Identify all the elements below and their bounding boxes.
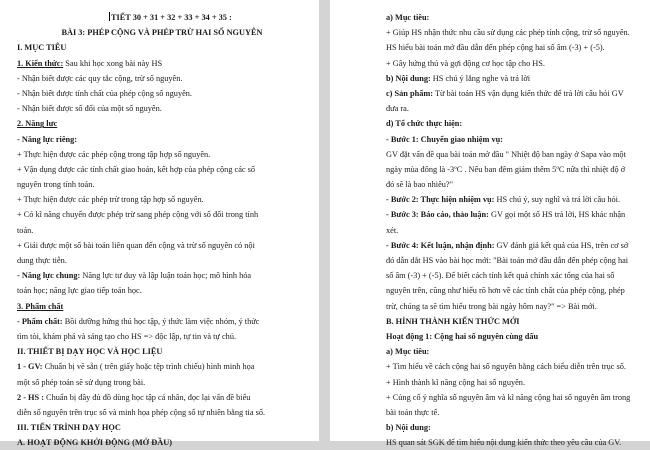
line-text: + Gây hứng thú và gợi động cơ học tập cho HS. [386, 58, 545, 68]
line-text: A. HOẠT ĐỘNG KHỞI ĐỘNG (MỞ ĐẦU) [17, 438, 172, 448]
lesson-period-heading: TIẾT 30 + 31 + 32 + 33 + 34 + 35 : [111, 13, 232, 22]
line-text: - Nhận biết được số đối của một số nguyên. [17, 104, 162, 114]
text-line [17, 101, 307, 116]
text-line [17, 314, 307, 329]
text-line [386, 132, 638, 147]
text-line [386, 359, 638, 374]
text-line [386, 192, 638, 207]
line-text: a) Mục tiêu: [386, 13, 430, 22]
document-page-left [0, 0, 319, 448]
line-text: toán. [17, 225, 34, 235]
right-page-body [386, 10, 638, 450]
text-line [17, 344, 307, 359]
line-text: đưa ra. [386, 104, 409, 114]
text-line [17, 116, 307, 131]
text-line [386, 435, 638, 450]
line-lead: - Năng lực chung: [17, 271, 81, 281]
line-text: 2. Năng lực [17, 119, 58, 129]
text-line [386, 283, 638, 298]
left-page-body [17, 40, 307, 450]
line-text: - Năng lực riêng: [17, 134, 78, 144]
text-line [386, 223, 638, 238]
line-text: bài toán thực tế. [386, 407, 440, 417]
line-rest: Sau khi học xong bài này HS [63, 58, 163, 68]
text-line [17, 192, 307, 207]
text-line [17, 86, 307, 101]
text-line [17, 132, 307, 147]
line-text: - Nhận biết được các quy tắc cộng, trừ số nguyên. [17, 73, 183, 83]
line-lead: - Bước 3: Báo cáo, thảo luận: [386, 210, 489, 220]
text-line [386, 101, 638, 116]
text-line [17, 253, 307, 268]
line-text: - Bước 1: Chuyển giao nhiệm vụ: [386, 134, 503, 144]
line-text: HS hiểu bài toán mở đầu dẫn đến phép cộng hai số âm (-3) + (-5). [386, 43, 605, 53]
line-rest: HS chú ý, suy nghĩ và trả lời câu hỏi. [494, 195, 621, 205]
line-text: 3. Phẩm chất [17, 301, 64, 311]
text-line [17, 390, 307, 405]
line-lead: - Bước 4: Kết luận, nhận định: [386, 240, 495, 250]
text-line [17, 40, 307, 55]
text-line [17, 238, 307, 253]
text-line [17, 420, 307, 435]
text-line [386, 299, 638, 314]
text-line [17, 56, 307, 71]
line-lead: - Phẩm chất: [17, 316, 63, 326]
line-rest: HS chú ý lắng nghe và trả lời [430, 73, 531, 83]
line-text: + Hình thành kĩ năng cộng hai số nguyên. [386, 377, 526, 387]
line-lead: b) Nội dung: [386, 73, 431, 83]
line-text: dung thực tiễn. [17, 256, 67, 265]
line-rest: Từ bài toán HS vận dụng kiến thức để trả lời câu hỏi GV [433, 88, 624, 98]
line-lead: 1. Kiến thức: [17, 58, 64, 68]
line-text: B. HÌNH THÀNH KIẾN THỨC MỚI [386, 316, 520, 326]
line-text: d) Tổ chức thực hiện: [386, 119, 463, 129]
text-line [17, 375, 307, 390]
text-line [17, 207, 307, 222]
text-line [386, 25, 638, 40]
text-line [17, 283, 307, 298]
line-rest: GV đánh giá kết quả của HS, trên cơ sở [494, 240, 629, 250]
lesson-title: BÀI 3: PHÉP CỘNG VÀ PHÉP TRỪ HAI SỐ NGUYÊN [61, 28, 263, 38]
text-line [386, 162, 638, 177]
text-line [17, 435, 307, 450]
text-line [17, 359, 307, 374]
line-text: HS quan sát SGK để tìm hiểu nội dung kiến thức theo yêu cầu của GV. [386, 438, 622, 448]
text-line [17, 162, 307, 177]
document-page-right [330, 0, 650, 448]
line-text: II. THIẾT BỊ DẠY HỌC VÀ HỌC LIỆU [17, 347, 163, 357]
text-line [386, 116, 638, 131]
text-line [386, 177, 638, 192]
line-text: đó dẫn dắt HS vào bài học mới: "Bài toán mở đầu dẫn đến phép cộng hai [386, 256, 629, 265]
text-line [386, 344, 638, 359]
text-line [386, 420, 638, 435]
line-text: tìm tòi, khám phá và sáng tạo cho HS => độc lập, tự tin và tự chủ. [17, 331, 237, 341]
text-line [386, 405, 638, 420]
line-text: a) Mục tiêu: [386, 347, 430, 357]
text-line [386, 390, 638, 405]
line-text: nguyên trong tính toán. [17, 180, 95, 190]
line-rest: Chuẩn bị vẽ sẵn ( trên giấy hoặc tệp trình chiếu) hình minh họa [42, 362, 255, 372]
line-text: - Nhận biết được tính chất của phép cộng số nguyên. [17, 88, 193, 98]
text-line [17, 147, 307, 162]
line-text: + Tìm hiểu về cách cộng hai số nguyên bằng cách biểu diễn trên trục số. [386, 362, 626, 372]
line-text: + Giúp HS nhận thức nhu cầu sử dụng các phép tính cộng, trừ số nguyên. [386, 28, 630, 38]
line-rest: Bồi dưỡng hứng thú học tập, ý thức làm việc nhóm, ý thức [62, 316, 260, 326]
text-line [386, 147, 638, 162]
line-text: III. TIẾN TRÌNH DẠY HỌC [17, 423, 121, 433]
line-text: diễn số nguyên trên trục số và minh họa phép cộng số tự nhiên bằng tia số. [17, 407, 266, 417]
text-line [17, 405, 307, 420]
line-text: + Thực hiện được các phép cộng trong tập hợp số nguyên. [17, 149, 211, 159]
text-line [386, 253, 638, 268]
line-rest: Chuẩn bị đầy đủ đồ dùng học tập cá nhân, đọc lại vấn đề biểu [43, 392, 251, 402]
line-text: + Giải được một số bài toán liên quan đến cộng và trừ số nguyên có nội [17, 240, 255, 250]
line-lead: 2 - HS : [17, 392, 44, 402]
line-text: xét. [386, 225, 399, 235]
text-line [386, 314, 638, 329]
line-rest: GV gọi một số HS trả lời, HS khác nhận [488, 210, 626, 220]
text-line [17, 223, 307, 238]
text-line [386, 207, 638, 222]
line-text: một số phép toán sẽ sử dụng trong bài. [17, 377, 146, 387]
text-line [386, 238, 638, 253]
text-line [386, 329, 638, 344]
line-text: GV đặt vấn đề qua bài toán mở đầu " Nhiệt độ ban ngày ở Sapa vào một [386, 149, 626, 159]
line-text: + Thực hiện được các phép trừ trong tập hợp số nguyên. [17, 195, 204, 205]
text-line [386, 71, 638, 86]
line-text: + Củng cố ý nghĩa số nguyên âm và kĩ năng cộng hai số nguyên âm trong [386, 392, 631, 402]
text-line [17, 71, 307, 86]
text-line [17, 299, 307, 314]
line-text: toán học; năng lực giao tiếp toán học. [17, 286, 142, 296]
text-line [386, 86, 638, 101]
line-text: + Có kĩ năng chuyển được phép trừ sang phép cộng với số đối trong tính [17, 210, 259, 220]
text-line [386, 268, 638, 283]
line-text: Hoạt động 1: Cộng hai số nguyên cùng dấu [386, 331, 539, 341]
line-text: số âm (-3) + (-5). Để biết cách tính kết quả chính xác tổng của hai số [386, 271, 615, 281]
text-line [386, 56, 638, 71]
line-text: I. MỤC TIÊU [17, 43, 67, 53]
line-text: b) Nội dung: [386, 423, 431, 433]
text-cursor [109, 12, 110, 21]
line-text: nguyên trên, cũng như hiểu rõ hơn về các tính chất của phép cộng, phép [386, 286, 625, 296]
line-lead: 1 - GV: [17, 362, 43, 372]
text-line [386, 40, 638, 55]
line-lead: - Bước 2: Thực hiện nhiệm vụ: [386, 195, 495, 205]
text-line [386, 375, 638, 390]
text-line [17, 268, 307, 283]
line-lead: c) Sản phẩm: [386, 88, 434, 98]
line-text: ngày mùa đông là -3ºC . Nếu ban đêm giảm thêm 5ºC nữa thì nhiệt độ ở [386, 164, 626, 174]
line-text: trừ, chúng ta sẽ tìm hiểu trong bài ngày hôm nay?" => Bài mới. [386, 301, 597, 311]
text-line [17, 329, 307, 344]
line-text: đó sẽ là bao nhiêu?" [386, 180, 453, 190]
text-line [386, 10, 638, 25]
line-rest: Năng lực tư duy và lập luận toán học; mô hình hóa [80, 271, 252, 281]
line-text: + Vận dụng được các tính chất giao hoán, kết hợp của phép cộng các số [17, 164, 256, 174]
text-line [17, 177, 307, 192]
